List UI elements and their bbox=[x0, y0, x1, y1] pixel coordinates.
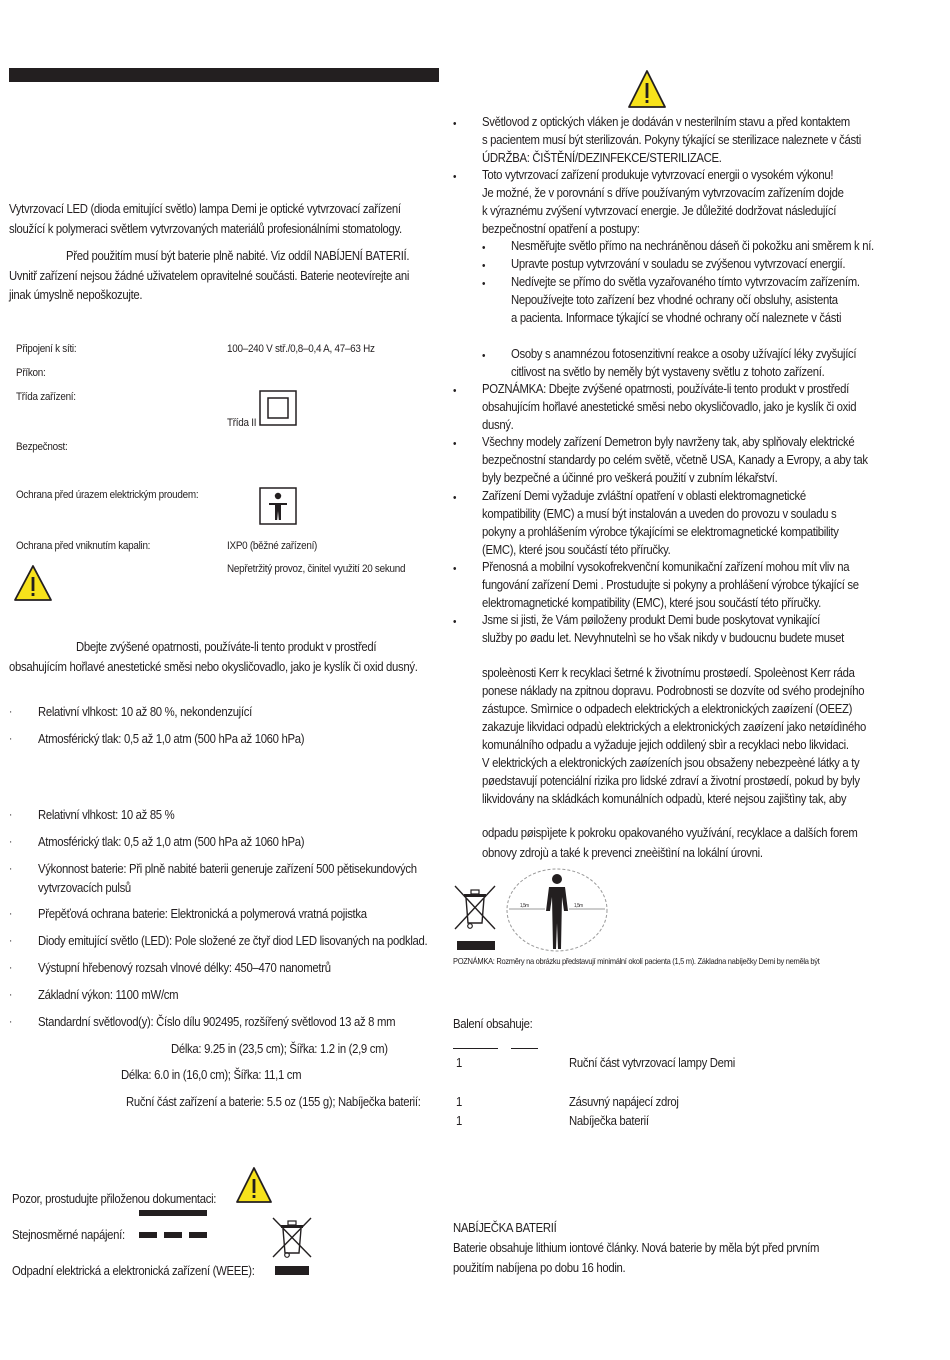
bullet: • bbox=[453, 563, 457, 575]
list-item: Diody emitující světlo (LED): Pole složené ze čtyř diod LED lisovaných na podklad. bbox=[38, 934, 428, 948]
symbol-label: Odpadní elektrická a elektronická zařízení (WEEE): bbox=[12, 1264, 255, 1278]
paragraph-line: ÚDRŽBA: ČIŠTĚNÍ/DEZINFEKCE/STERILIZACE. bbox=[482, 151, 722, 165]
bullet-dot: · bbox=[9, 989, 13, 1001]
bullet: • bbox=[453, 118, 457, 130]
class-ii-icon bbox=[259, 390, 297, 426]
weee-bin-icon bbox=[452, 883, 498, 958]
paragraph-line: odpadu pøispìjete k pokroku opakovaného využívání, recyklace a dalších forem bbox=[482, 826, 858, 840]
bullet: • bbox=[453, 492, 457, 504]
sub-item: Upravte postup vytvrzování v souladu se zvýšenou vytvrzovací energií. bbox=[511, 257, 846, 271]
package-qty: 1 bbox=[456, 1114, 462, 1128]
paragraph-line: k výraznému zvýšení vytvrzovací energie. Je důležité dodržovat následující bbox=[482, 204, 837, 218]
bullet-dot: · bbox=[9, 733, 13, 745]
symbol-label: Stejnosměrné napájení: bbox=[12, 1228, 125, 1242]
package-qty: 1 bbox=[456, 1095, 462, 1109]
divider bbox=[511, 1048, 538, 1049]
sub-item: Nesměřujte světlo přímo na nechráněnou dáseň či pokožku ani směrem k ní. bbox=[511, 239, 874, 253]
bullet-dot: · bbox=[9, 809, 13, 821]
sub-item: Nedívejte se přímo do světla vyzařovaného tímto vytvrzovacím zařízením. bbox=[511, 275, 860, 289]
spec-value: Nepřetržitý provoz, činitel využití 20 sekund bbox=[227, 563, 406, 575]
paragraph-line: bezpečnostní opatření a postupy: bbox=[482, 222, 640, 236]
bullet: • bbox=[453, 385, 457, 397]
patient-environment-diagram bbox=[505, 867, 609, 953]
list-item: Atmosférický tlak: 0,5 až 1,0 atm (500 hPa až 1060 hPa) bbox=[38, 732, 305, 746]
paragraph-line: kompatibility (EMC) a musí být instalován a uveden do provozu v souladu s bbox=[482, 507, 837, 521]
intro-line: sloužící k polymeraci světlem vytvrzovaných materiálů profesionálními stomatology. bbox=[9, 222, 402, 236]
intro-line: Před použitím musí být baterie plně nabité. Viz oddíl NABÍJENÍ BATERIÍ. bbox=[66, 249, 410, 263]
figure-note: POZNÁMKA: Rozměry na obrázku představují minimální okolí pacienta (1,5 m). Základna nabíječky Demi by neměla být bbox=[453, 956, 820, 966]
bullet: • bbox=[482, 242, 486, 254]
list-item: Standardní světlovod(y): Číslo dílu 902495, rozšířený světlovod 13 až 8 mm bbox=[38, 1015, 396, 1029]
header-bar bbox=[9, 68, 439, 82]
distance-label: 1,5m bbox=[520, 903, 529, 909]
paragraph-line: služby po øadu let. Nevyhnutelnì se ho však nikdy v budoucnu budete muset bbox=[482, 631, 844, 645]
spec-value: Třída II bbox=[227, 417, 257, 429]
package-item: Nabíječka baterií bbox=[569, 1114, 649, 1128]
caution-text: Dbejte zvýšené opatrnosti, používáte-li tento produkt v prostředí bbox=[76, 640, 377, 654]
bullet: • bbox=[482, 278, 486, 290]
sub-item: a pacienta. Informace týkající se vhodné ochrany očí naleznete v části bbox=[511, 311, 842, 325]
bullet: • bbox=[482, 260, 486, 272]
paragraph-line: obnovy zdrojù a také k prevenci zneèištìní na lokální úrovni. bbox=[482, 846, 763, 860]
dimension-line: Ruční část zařízení a baterie: 5.5 oz (155 g); Nabíječka baterií: bbox=[126, 1095, 421, 1109]
paragraph-line: obsahujícím hořlavé anestetické směsi nebo okysličovadlo, jako je kyslík či oxid bbox=[482, 400, 857, 414]
list-item: Atmosférický tlak: 0,5 až 1,0 atm (500 hPa až 1060 hPa) bbox=[38, 835, 305, 849]
paragraph-line: spoleènosti Kerr k recyklaci šetrné k životnímu prostøedí. Spoleènost Kerr ráda bbox=[482, 666, 855, 680]
paragraph-line: Jsme si jisti, že Vám pøiloženy produkt Demi bude poskytovat vynikající bbox=[482, 613, 820, 627]
spec-label: Připojení k síti: bbox=[16, 343, 77, 355]
distance-label: 1,5m bbox=[574, 903, 583, 909]
package-title: Balení obsahuje: bbox=[453, 1017, 533, 1031]
paragraph-line: bezpečnostní standardy po celém světě, včetně USA, Kanady a Evropy, a aby tak bbox=[482, 453, 868, 467]
paragraph-line: pøedstavují potenciální rizika pro lidské zdraví a životní prostøedí, pokud by byly bbox=[482, 774, 860, 788]
dimension-line: Délka: 6.0 in (16,0 cm); Šířka: 11,1 cm bbox=[121, 1068, 302, 1082]
paragraph-line: Všechny modely zařízení Demetron byly navrženy tak, aby splňovaly elektrické bbox=[482, 435, 855, 449]
paragraph-line: POZNÁMKA: Dbejte zvýšené opatrnosti, používáte-li tento produkt v prostředí bbox=[482, 382, 849, 396]
spec-value: 100–240 V stř./0,8–0,4 A, 47–63 Hz bbox=[227, 343, 375, 355]
bullet: • bbox=[453, 171, 457, 183]
sub-item: citlivost na světlo by neměly být vystaveny světlu z tohoto zařízení. bbox=[511, 365, 825, 379]
paragraph-line: byly bezpečné a účinné pro veškerá použití v zubním lékařství. bbox=[482, 471, 778, 485]
list-item: Relativní vlhkost: 10 až 80 %, nekondenzující bbox=[38, 705, 252, 719]
paragraph-line: zástupce. Smìrnice o odpadech elektrických a elektronických zaøízení (OEEZ) bbox=[482, 702, 853, 716]
paragraph-line: elektromagnetické kompatibility (EMC), které jsou součástí této příručky. bbox=[482, 596, 822, 610]
paragraph-line: Je možné, že v porovnání s dříve používaným vytvrzovacím zařízením dojde bbox=[482, 186, 844, 200]
paragraph-line: V elektrických a elektronických zaøízeních jsou obsaženy nebezpeèné látky a ty bbox=[482, 756, 860, 770]
bullet-dot: · bbox=[9, 1016, 13, 1028]
weee-bin-icon bbox=[270, 1215, 314, 1282]
bullet: • bbox=[453, 616, 457, 628]
paragraph-line: s pacientem musí být sterilizován. Pokyny týkající se sterilizace naleznete v části bbox=[482, 133, 861, 147]
list-item: Výstupní hřebenový rozsah vlnové délky: 450–470 nanometrů bbox=[38, 961, 331, 975]
package-qty: 1 bbox=[456, 1056, 462, 1070]
package-item: Zásuvný napájecí zdroj bbox=[569, 1095, 679, 1109]
paragraph-line: použitím nabíjena po dobu 16 hodin. bbox=[453, 1261, 626, 1275]
paragraph-line: komunálního odpadu a vyžaduje jejich oddìlený sbìr a recyklaci nebo likvidaci. bbox=[482, 738, 849, 752]
list-item: Výkonnost baterie: Při plně nabité baterii generuje zařízení 500 pětisekundových bbox=[38, 862, 417, 876]
warning-icon bbox=[235, 1165, 273, 1205]
paragraph-line: Přenosná a mobilní vysokofrekvenční komunikační zařízení mohou mít vliv na bbox=[482, 560, 850, 574]
intro-line: Uvnitř zařízení nejsou žádné uživatelem opravitelné součásti. Baterie neotevírejte ani bbox=[9, 269, 410, 283]
paragraph-line: Toto vytvrzovací zařízení produkuje vytvrzovací energii o vysokém výkonu! bbox=[482, 168, 834, 182]
symbol-label: Pozor, prostudujte přiloženou dokumentaci: bbox=[12, 1192, 217, 1206]
bullet: • bbox=[482, 350, 486, 362]
paragraph-line: Zařízení Demi vyžaduje zvláštní opatření v oblasti elektromagnetické bbox=[482, 489, 806, 503]
paragraph-line: pokyny a prohlášením výrobce týkajícími se elektromagnetické kompatibility bbox=[482, 525, 839, 539]
spec-label: Ochrana před úrazem elektrickým proudem: bbox=[16, 489, 199, 501]
paragraph-line: Světlovod z optických vláken je dodáván v nesterilním stavu a před kontaktem bbox=[482, 115, 850, 129]
section-title: NABÍJEČKA BATERIÍ bbox=[453, 1221, 557, 1235]
spec-label: Bezpečnost: bbox=[16, 441, 68, 453]
paragraph-line: fungování zařízení Demi . Prostudujte si pokyny a prohlášení výrobce týkající se bbox=[482, 578, 859, 592]
spec-label: Třída zařízení: bbox=[16, 391, 76, 403]
bullet-dot: · bbox=[9, 962, 13, 974]
sub-item: Osoby s anamnézou fotosenzitivní reakce a osoby užívající léky zvyšující bbox=[511, 347, 857, 361]
list-item: Relativní vlhkost: 10 až 85 % bbox=[38, 808, 175, 822]
divider bbox=[453, 1048, 498, 1049]
warning-icon bbox=[13, 563, 53, 603]
paragraph-line: zakazuje likvidaci odpadù elektrických a elektronických zaøízení jako netøídìného bbox=[482, 720, 867, 734]
type-b-applied-part-icon bbox=[259, 487, 297, 525]
bullet-dot: · bbox=[9, 706, 13, 718]
list-item: Základní výkon: 1100 mW/cm bbox=[38, 988, 179, 1002]
bullet-dot: · bbox=[9, 908, 13, 920]
paragraph-line: dusný. bbox=[482, 418, 514, 432]
warning-icon bbox=[627, 68, 667, 110]
bullet-dot: · bbox=[9, 863, 13, 875]
list-item: Přepěťová ochrana baterie: Elektronická a polymerová vratná pojistka bbox=[38, 907, 367, 921]
bullet-dot: · bbox=[9, 836, 13, 848]
paragraph-line: likvidovány na skládkách komunálních odpadù, které nejsou zajištìny tak, aby bbox=[482, 792, 847, 806]
paragraph-line: Baterie obsahuje lithium iontové články. Nová baterie by měla být před prvním bbox=[453, 1241, 820, 1255]
spec-label: Příkon: bbox=[16, 367, 46, 379]
package-item: Ruční část vytvrzovací lampy Demi bbox=[569, 1056, 735, 1070]
intro-line: Vytvrzovací LED (dioda emitující světlo) lampa Demi je optické vytvrzovací zařízení bbox=[9, 202, 401, 216]
bullet-dot: · bbox=[9, 935, 13, 947]
paragraph-line: (EMC), které jsou součástí této příručky. bbox=[482, 543, 671, 557]
intro-line: jinak úmyslně nepoškozujte. bbox=[9, 288, 143, 302]
caution-text: obsahujícím hořlavé anestetické směsi nebo okysličovadlo, jako je kyslík či oxid dusný. bbox=[9, 660, 418, 674]
spec-value: IXP0 (běžné zařízení) bbox=[227, 540, 318, 552]
dc-power-icon bbox=[139, 1210, 209, 1245]
sub-item: Nepoužívejte toto zařízení bez vhodné ochrany očí obsluhy, asistenta bbox=[511, 293, 838, 307]
list-item-cont: vytvrzovacích pulsů bbox=[38, 881, 131, 895]
paragraph-line: ponese náklady na zpitnou dopravu. Podrobnosti se dozvíte od svého prodejního bbox=[482, 684, 865, 698]
bullet: • bbox=[453, 438, 457, 450]
dimension-line: Délka: 9.25 in (23,5 cm); Šířka: 1.2 in (2,9 cm) bbox=[171, 1042, 388, 1056]
spec-label: Ochrana před vniknutím kapalin: bbox=[16, 540, 151, 552]
